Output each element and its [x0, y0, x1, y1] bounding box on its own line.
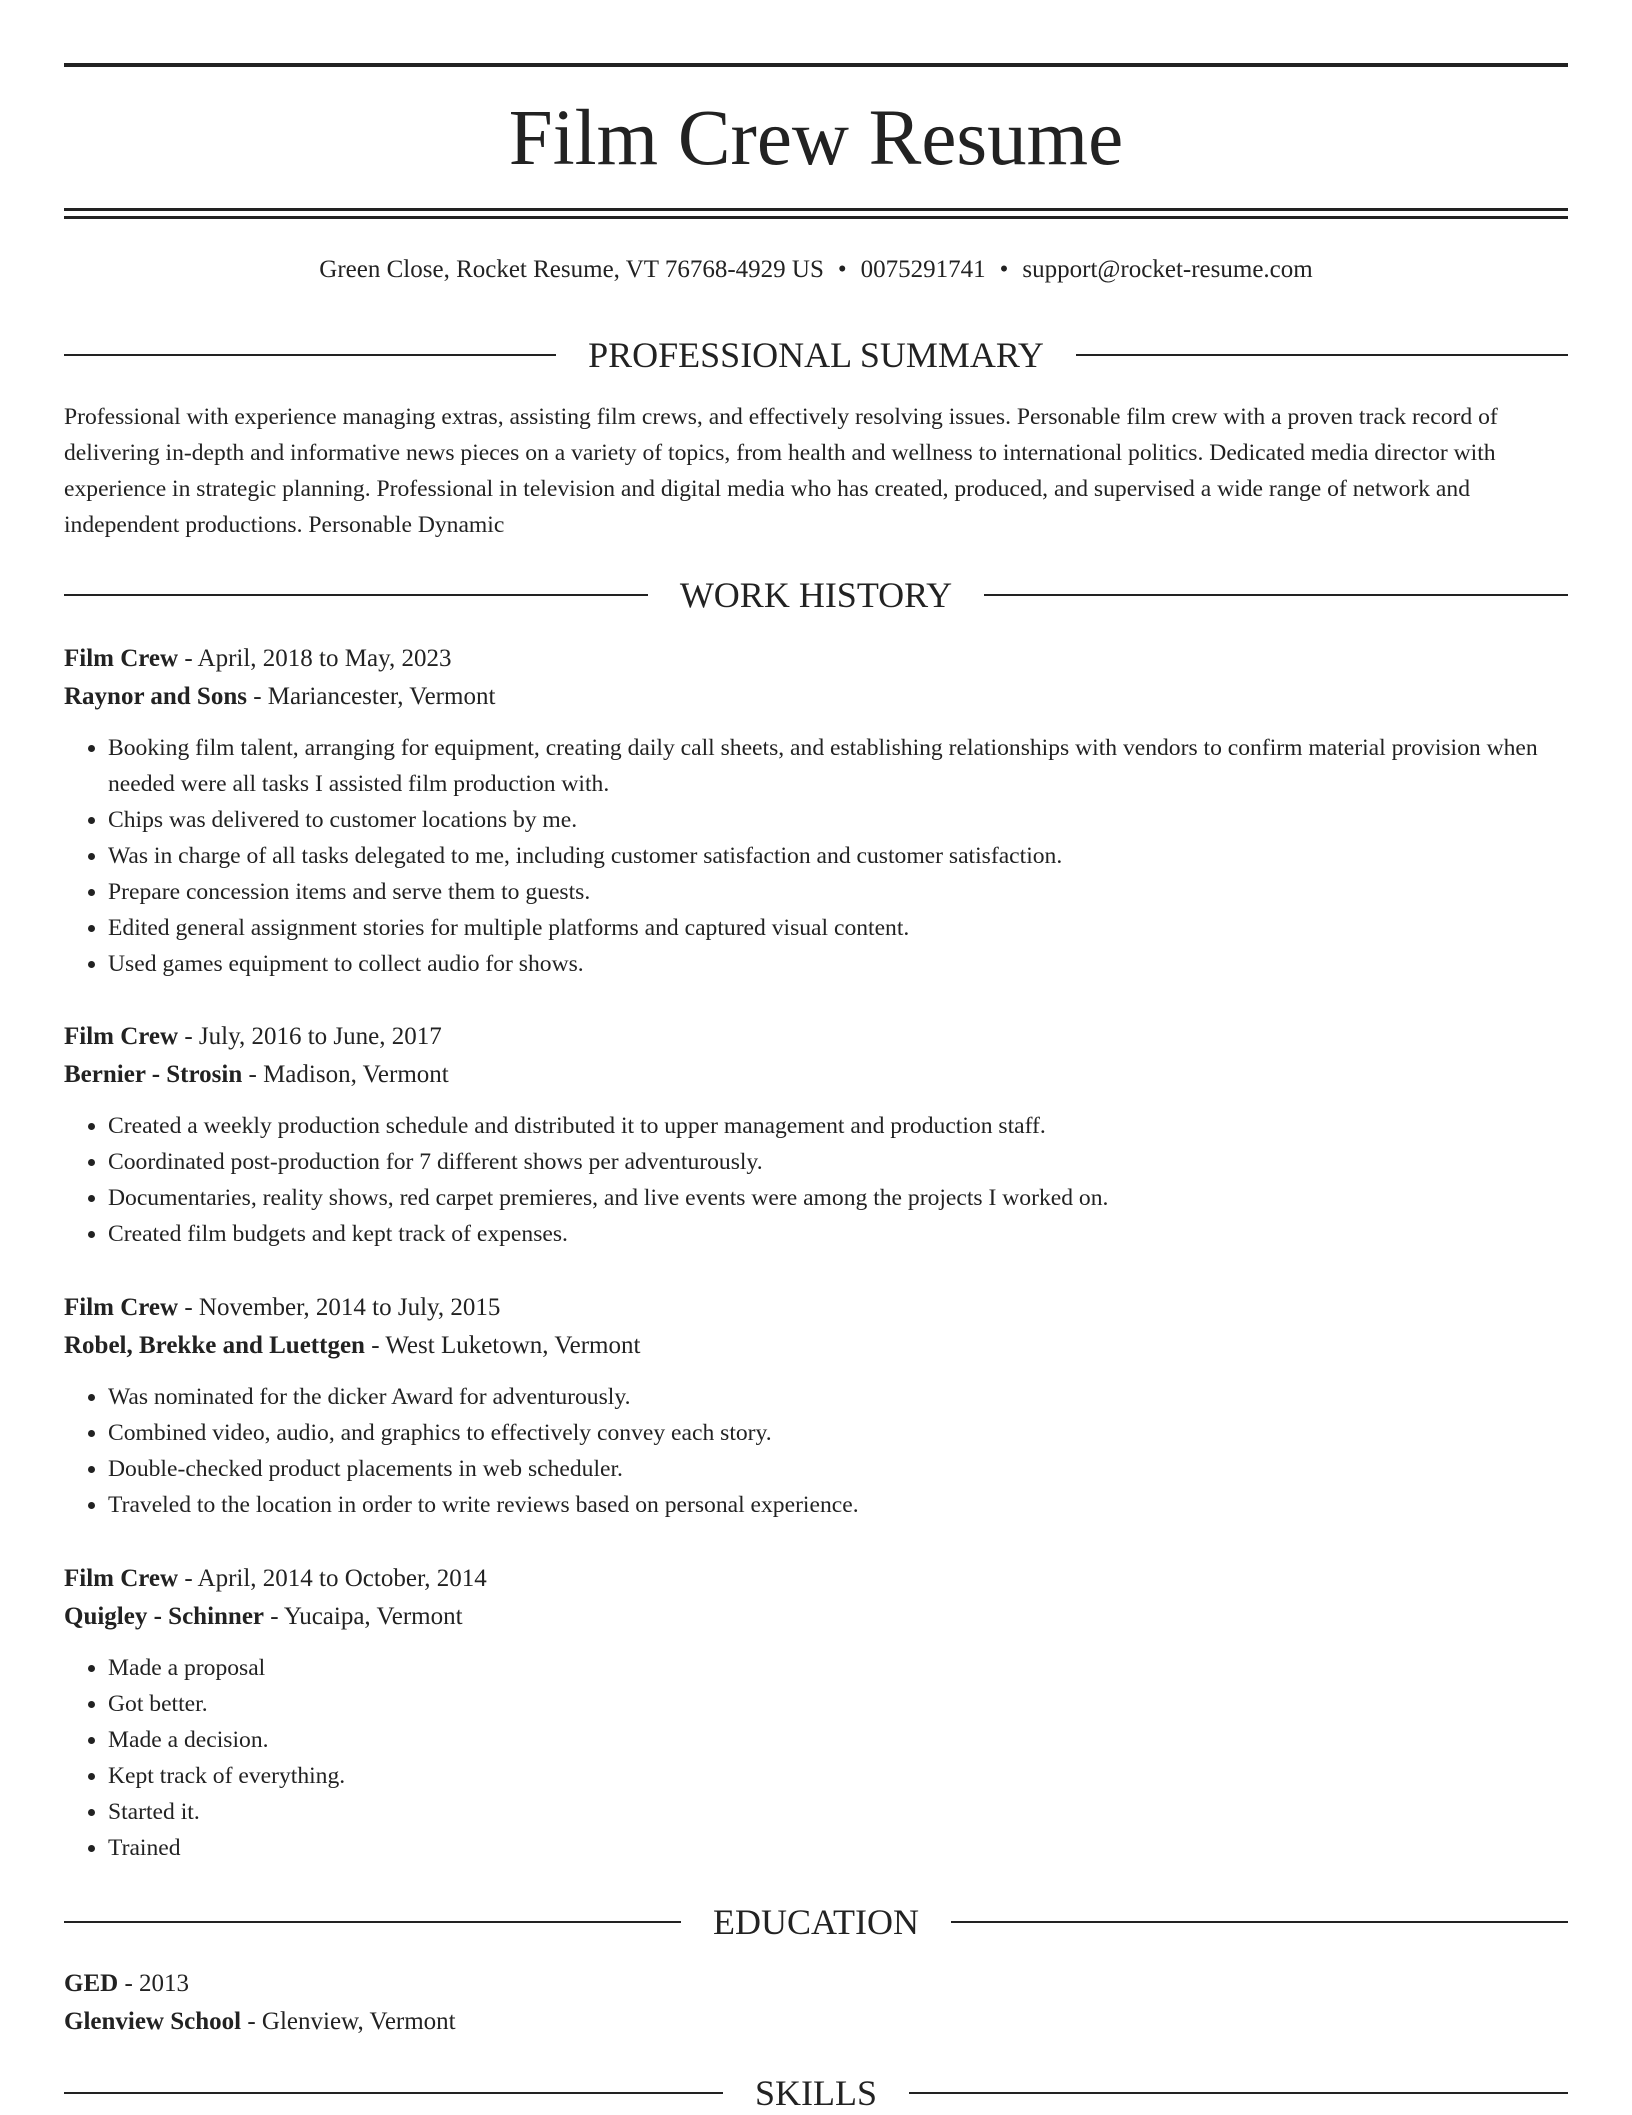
education-school: Glenview School	[64, 2008, 242, 2035]
job-company: Raynor and Sons	[64, 683, 247, 710]
job-title-line	[64, 640, 1568, 678]
job-entry	[64, 1560, 1568, 1866]
section-rule-left	[64, 2092, 723, 2094]
job-company: Bernier - Strosin	[64, 1061, 243, 1088]
job-bullet: • Booking film talent, arranging for equipment, creating daily call sheets, and establishing relationships with vendors to confirm material provision when needed were all tasks I assisted film production with.	[108, 730, 1568, 802]
job-company-line	[64, 1598, 1568, 1636]
job-company-line	[64, 678, 1568, 716]
job-bullet: • Used games equipment to collect audio for shows.	[108, 946, 1568, 982]
contact-separator: •	[837, 256, 847, 283]
contact-address: Green Close, Rocket Resume, VT 76768-4929 US	[319, 256, 824, 283]
section-title-summary: PROFESSIONAL SUMMARY	[588, 335, 1044, 375]
job-bullet: • Documentaries, reality shows, red carpet premieres, and live events were among the projects I worked on.	[108, 1180, 1568, 1216]
education-degree: GED	[64, 1970, 119, 1997]
job-bullet: • Traveled to the location in order to write reviews based on personal experience.	[108, 1487, 1568, 1523]
job-location: - Madison, Vermont	[242, 1061, 449, 1088]
section-rule-right	[1076, 354, 1568, 356]
job-title: Film Crew	[64, 1294, 179, 1321]
contact-line	[64, 252, 1568, 288]
job-bullet: • Prepare concession items and serve them to guests.	[108, 874, 1568, 910]
job-bullet: • Got better.	[108, 1686, 1568, 1722]
job-location: - West Luketown, Vermont	[364, 1332, 641, 1359]
section-rule-left	[64, 1921, 681, 1923]
job-bullet: • Created a weekly production schedule and distributed it to upper management and production staff.	[108, 1108, 1568, 1144]
education-school-line	[64, 2003, 1568, 2041]
job-dates: - July, 2016 to June, 2017	[178, 1023, 442, 1050]
section-rule-right	[951, 1921, 1568, 1923]
job-bullet: • Combined video, audio, and graphics to effectively convey each story.	[108, 1415, 1568, 1451]
job-bullet: • Started it.	[108, 1794, 1568, 1830]
job-location: - Yucaipa, Vermont	[264, 1603, 463, 1630]
job-title: Film Crew	[64, 645, 179, 672]
education-entry	[64, 1965, 1568, 2041]
education-year: - 2013	[118, 1970, 190, 1997]
job-company: Robel, Brekke and Luettgen	[64, 1332, 365, 1359]
job-title: Film Crew	[64, 1565, 179, 1592]
section-header-work	[64, 573, 1568, 617]
education-degree-line	[64, 1965, 1568, 2003]
job-bullets	[64, 1379, 1568, 1523]
job-bullet: • Created film budgets and kept track of expenses.	[108, 1216, 1568, 1252]
job-title-line	[64, 1018, 1568, 1056]
contact-phone: 0075291741	[860, 256, 986, 283]
section-title-work: WORK HISTORY	[679, 575, 953, 615]
job-company-line	[64, 1056, 1568, 1094]
section-header-summary	[64, 333, 1568, 377]
resume-title: Film Crew Resume	[508, 95, 1124, 182]
job-bullets	[64, 730, 1568, 982]
job-bullets	[64, 1650, 1568, 1866]
section-header-skills	[64, 2071, 1568, 2115]
job-bullets	[64, 1108, 1568, 1252]
section-rule-left	[64, 354, 556, 356]
summary-text: Professional with experience managing extras, assisting film crews, and effectively resolving issues. Personable film crew with a proven track record of delivering in-depth and informative news pieces on a variety of topics, from health and wellness to international politics. Dedicated media director with experience in strategic planning. Professional in television and digital media who has created, produced, and supervised a wide range of network and independent productions. Personable Dynamic	[64, 404, 1498, 538]
job-bullet: • Was nominated for the dicker Award for adventurously.	[108, 1379, 1568, 1415]
contact-email: support@rocket-resume.com	[1022, 256, 1313, 283]
section-rule-right	[909, 2092, 1568, 2094]
job-bullet: • Coordinated post-production for 7 different shows per adventurously.	[108, 1144, 1568, 1180]
job-bullet: • Was in charge of all tasks delegated to me, including customer satisfaction and customer satisfaction.	[108, 838, 1568, 874]
job-bullet: • Trained	[108, 1830, 1568, 1866]
job-bullet: • Chips was delivered to customer locations by me.	[108, 802, 1568, 838]
title-double-rule	[64, 208, 1568, 220]
job-location: - Mariancester, Vermont	[246, 683, 496, 710]
section-title-skills: SKILLS	[755, 2073, 878, 2113]
job-company-line	[64, 1327, 1568, 1365]
job-dates: - April, 2014 to October, 2014	[178, 1565, 487, 1592]
job-entry	[64, 1018, 1568, 1252]
contact-separator: •	[999, 256, 1009, 283]
job-bullet: • Double-checked product placements in web scheduler.	[108, 1451, 1568, 1487]
job-bullet: • Kept track of everything.	[108, 1758, 1568, 1794]
job-title-line	[64, 1289, 1568, 1327]
section-header-education	[64, 1900, 1568, 1944]
job-dates: - November, 2014 to July, 2015	[178, 1294, 501, 1321]
job-title-line	[64, 1560, 1568, 1598]
section-rule-right	[984, 594, 1568, 596]
job-title: Film Crew	[64, 1023, 179, 1050]
section-title-education: EDUCATION	[713, 1902, 919, 1942]
job-company: Quigley - Schinner	[64, 1603, 265, 1630]
job-bullet: • Made a decision.	[108, 1722, 1568, 1758]
job-entry	[64, 640, 1568, 982]
section-rule-left	[64, 594, 648, 596]
job-dates: - April, 2018 to May, 2023	[178, 645, 452, 672]
education-location: - Glenview, Vermont	[241, 2008, 456, 2035]
job-entry	[64, 1289, 1568, 1523]
job-bullet: • Made a proposal	[108, 1650, 1568, 1686]
job-bullet: • Edited general assignment stories for multiple platforms and captured visual content.	[108, 910, 1568, 946]
top-rule	[64, 63, 1568, 67]
